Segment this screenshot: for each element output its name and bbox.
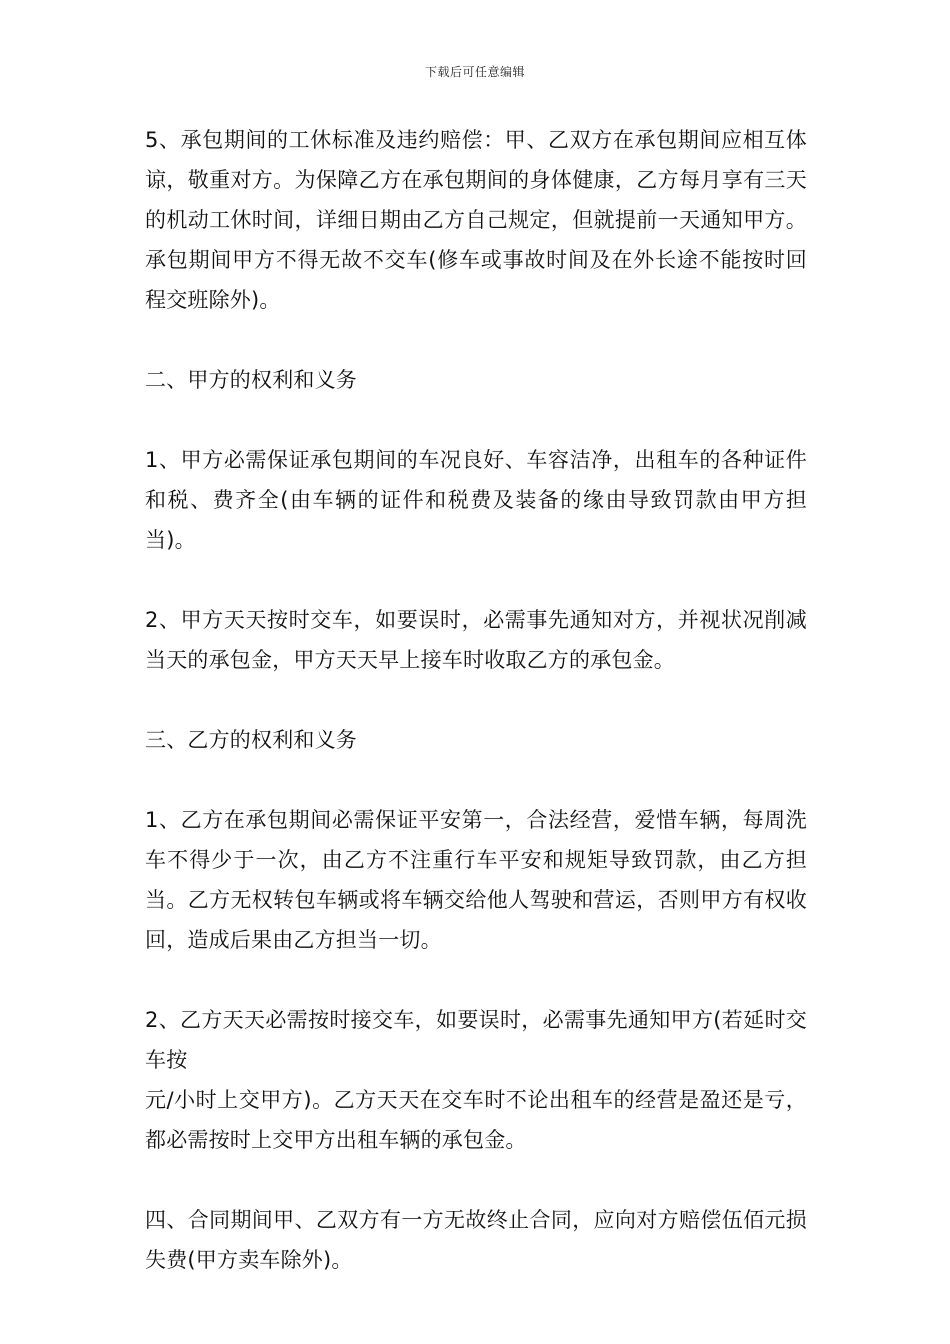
document-body	[145, 120, 807, 1280]
section-heading-party-a: 二、甲方的权利和义务	[145, 368, 357, 392]
paragraph-party-b-1: 1、乙方在承包期间必需保证平安第一，合法经营，爱惜车辆，每周洗车不得少于一次，由乙方不注重行车平安和规矩导致罚款，由乙方担当。乙方无权转包车辆或将车辆交给他人驾驶和营运，否则甲方有权收回，造成后果由乙方担当一切。	[145, 808, 807, 952]
section-heading-party-b: 三、乙方的权利和义务	[145, 728, 357, 752]
paragraph-party-b-2: 2、乙方天天必需按时接交车，如要误时，必需事先通知甲方(若延时交车按 元/小时上交甲方)。乙方天天在交车时不论出租车的经营是盈还是亏，都必需按时上交甲方出租车辆的承包金。	[145, 1008, 807, 1152]
paragraph-party-a-2: 2、甲方天天按时交车，如要误时，必需事先通知对方，并视状况削减当天的承包金，甲方天天早上接车时收取乙方的承包金。	[145, 608, 807, 672]
page-header: 下载后可任意编辑	[424, 65, 525, 79]
section-termination: 四、合同期间甲、乙双方有一方无故终止合同，应向对方赔偿伍佰元损失费(甲方卖车除外)。	[145, 1208, 807, 1272]
paragraph-clause-5: 5、承包期间的工休标准及违约赔偿：甲、乙双方在承包期间应相互体谅，敬重对方。为保障乙方在承包期间的身体健康，乙方每月享有三天的机动工休时间，详细日期由乙方自己规定，但就提前一天通知甲方。承包期间甲方不得无故不交车(修车或事故时间及在外长途不能按时回程交班除外)。	[145, 128, 807, 312]
paragraph-party-a-1: 1、甲方必需保证承包期间的车况良好、车容洁净，出租车的各种证件和税、费齐全(由车辆的证件和税费及装备的缘由导致罚款由甲方担当)。	[145, 448, 807, 552]
